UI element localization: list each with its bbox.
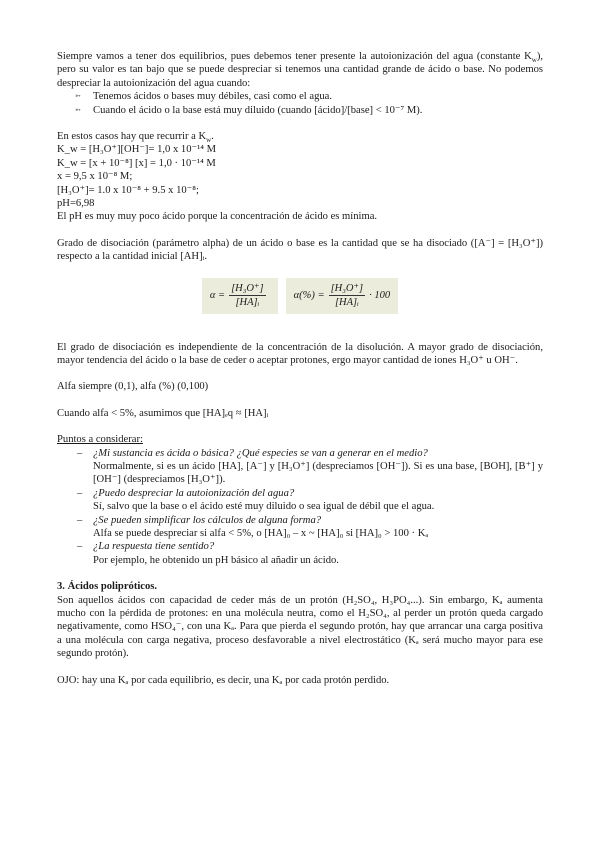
intro-paragraph — [57, 50, 543, 90]
calc-conclusion: El pH es muy muy poco ácido porque la concentración de ácido es mínima. — [57, 211, 378, 223]
alpha-definition: Grado de disociación (parámetro alpha) de un ácido o base es la cantidad que se ha disociado ([A⁻] = [H₃O⁺]) respecto a la cantidad inicial [AH]ᵢ. — [57, 237, 543, 263]
kw-subscript: w — [531, 56, 537, 65]
polyprotic-note: OJO: hay una Kₐ por cada equilibrio, es decir, una Kₐ por cada protón perdido. — [57, 674, 390, 686]
point-item: – ¿La respuesta tiene sentido? Por ejemplo, he obtenido un pH básico al añadir un ácido. — [77, 541, 339, 566]
intro-text: Siempre vamos a tener dos equilibrios, pues debemos tener presente la autoionización del agua (constante K — [57, 51, 532, 62]
calc-line: K_w = [H₃O⁺][OH⁻]= 1,0 x 10⁻¹⁴ M — [57, 144, 217, 156]
points-heading: Puntos a considerar: — [57, 434, 143, 446]
calc-line: [H₃O⁺]= 1.0 x 10⁻⁸ + 9.5 x 10⁻⁸; — [57, 184, 199, 196]
calc-line: x = 9,5 x 10⁻⁸ M; — [57, 171, 133, 183]
point-item: – ¿Mi sustancia es ácida o básica? ¿Qué especies se van a generar en el medio? Normalmente, si es un ácido [HA], [A⁻] y [H₃O⁺] (despreciamos [OH⁻]). Si es una base, [BOH], [B⁺] y [OH⁻] (despreciamos [H₃O⁺]). — [77, 447, 543, 486]
calc-line: K_w = [x + 10⁻⁸] [x] = 1,0 · 10⁻¹⁴ M — [57, 157, 216, 169]
alpha-formulas — [57, 278, 543, 314]
alpha-approx: Cuando alfa < 5%, asumimos que [HA]ₑq ≈ [HA]ᵢ — [57, 407, 269, 419]
alpha-percent-formula: α(%) = $\frac{\text{[H₃O⁺]}}{\text{[HA]ᵢ}}$ · 100 — [286, 278, 399, 314]
points-list — [57, 447, 543, 568]
section-heading-polyprotic: 3. Ácidos polipróticos. — [57, 581, 158, 593]
bullet-item: ➳ Tenemos ácidos o bases muy débiles, casi como el agua. — [75, 91, 333, 103]
alpha-range: Alfa siempre (0,1), alfa (%) (0,100) — [57, 381, 209, 393]
bullet-arrow-icon: ➳ — [75, 105, 81, 114]
point-item: – ¿Puedo despreciar la autoionización del agua? Sí, salvo que la base o el ácido esté muy diluido o sea igual de débil que el agua. — [77, 487, 435, 513]
bullet-item: ➳ Cuando el ácido o la base está muy diluido (cuando [ácido]/[base] < 10⁻⁷ M). — [75, 104, 423, 116]
alpha-independence: El grado de disociación es independiente de la concentración de la disolución. A mayor grado de disociación, mayor tendencia del ácido o la base de ceder o aceptar protones, ergo mayor cantidad de iones H₃O⁺ u OH⁻. — [57, 341, 543, 366]
point-item: – ¿Se pueden simplificar los cálculos de alguna forma? Alfa se puede despreciar si alfa < 5%, o [HA]₀ – x ~ [HA]₀ si [HA]₀ > 100 · Kₐ — [77, 514, 429, 539]
alpha-formula: α = $\frac{\text{[H₃O⁺]}}{\text{[HA]ᵢ}}$ — [202, 278, 278, 314]
polyprotic-paragraph: Son aquellos ácidos con capacidad de ceder más de un protón (H₂SO₄, H₃PO₄...). Sin embargo, Kₐ aumenta mucho con la pérdida de protones: en una molécula neutra, como el H₂SO₄, al perder un protón queda cargado negativamente, como HSO₄⁻, con una Kₐ. Para que pierda el segundo protón, hay que arrancar una carga positiva a una molécula con carga negativa, proceso desfavorable a nivel electrostático (Kₐ será mucho mayor para ese segundo protón). — [57, 594, 543, 660]
document-page — [57, 50, 543, 687]
intro-text-end: ), pero su valor es tan bajo que se puede despreciar si tenemos una cantidad grande de ácido o base. No podemos despreciar la autoionización del agua cuando: — [57, 51, 543, 89]
calc-line: pH=6,98 — [57, 198, 95, 210]
calc-lead: En estos casos hay que recurrir a $K_w$. — [57, 131, 214, 145]
intro-bullets — [57, 90, 543, 117]
bullet-arrow-icon: ➳ — [75, 92, 81, 101]
